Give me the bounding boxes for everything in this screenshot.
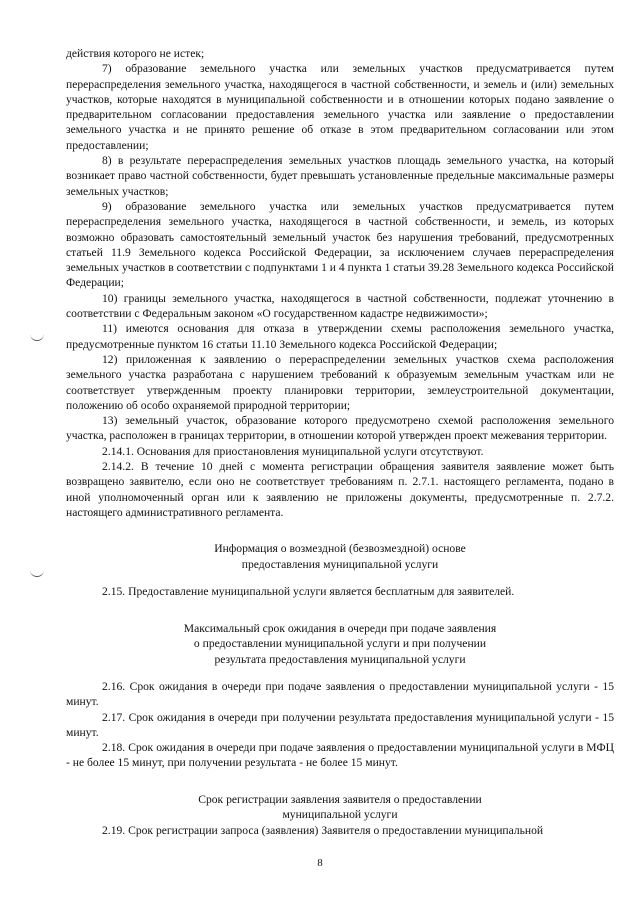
- paragraph-item-11: 11) имеются основания для отказа в утверждении схемы расположения земельного участка, предусмотренные пунктом 16 статьи 11.10 Земельного кодекса Российской Федерации;: [66, 322, 614, 351]
- binding-hole-mark: [30, 334, 44, 341]
- paragraph-item-13: 13) земельный участок, образование которого предусмотрено схемой расположения земельного участка, расположен в границах территории, в отношении которой утвержден проект межевания территории.: [66, 414, 614, 443]
- paragraph-item-10: 10) границы земельного участка, находящегося в частной собственности, подлежат уточнению в соответствии с Федеральным законом «О государственном кадастре недвижимости»;: [66, 291, 614, 321]
- heading-line: муниципальной услуги: [282, 808, 398, 822]
- paragraph-2-19: 2.19. Срок регистрации запроса (заявления) Заявителя о предоставлении муниципальной: [102, 823, 544, 837]
- section-heading-payment: [66, 541, 614, 572]
- page-number: 8: [317, 857, 323, 869]
- heading-line: о предоставлении муниципальной услуги и при получении: [193, 637, 487, 650]
- paragraph-2-18: 2.18. Срок ожидания в очереди при подаче заявления о предоставлении муниципальной услуги в МФЦ - не более 15 минут, при получении результата - не более 15 минут.: [66, 741, 614, 770]
- paragraph-2-16: 2.16. Срок ожидания в очереди при подаче заявления о предоставлении муниципальной услуги - 15 минут.: [66, 680, 614, 709]
- heading-line: Срок регистрации заявления заявителя о предоставлении: [198, 792, 482, 806]
- paragraph-2-14-1: 2.14.1. Основания для приостановления муниципальной услуги отсутствуют.: [102, 444, 484, 458]
- paragraph-item-8: 8) в результате перераспределения земельных участков площадь земельного участка, на который возникает право частной собственности, будет превышать установленные предельные максимальные размеры земельных участков;: [66, 154, 614, 198]
- section-heading-queue: [66, 621, 614, 668]
- paragraph-item-9: 9) образование земельного участка или земельных участков предусматривается путем перераспределения земельного участка, находящегося в частной собственности, и земель, из которых возможно образовать самостоятельный земельный участок без нарушения требований, предусмотренных статьей 11.9 Земельного кодекса Российской Федерации, за исключением случаев перераспределения земельных участков в соответствии с подпунктами 1 и 4 пункта 1 статьи 39.28 Земельного кодекса Российской Федерации;: [66, 199, 614, 290]
- section-heading-registration: [66, 792, 614, 823]
- paragraph-item-12: 12) приложенная к заявлению о перераспределении земельных участков схема расположения земельного участка разработана с нарушением требований к образуемым земельным участкам или не соответствует утвержденным проекту планировки территории, землеустроительной документации, положению об особо охраняемой природной территории;: [66, 352, 614, 412]
- heading-line: предоставления муниципальной услуги: [241, 557, 439, 571]
- paragraph-2-17: 2.17. Срок ожидания в очереди при получении результата предоставления муниципальной услуги - 15 минут.: [66, 710, 614, 739]
- binding-hole-mark: [30, 570, 44, 577]
- paragraph-2-14-2: 2.14.2. В течение 10 дней с момента регистрации обращения заявителя заявление может быть возвращено заявителю, если оно не соответствует требованиям п. 2.7.1. настоящего регламента, подано в иной уполномоченный орган или к заявлению не приложены документы, предусмотренные п. 2.7.2. настоящего административного регламента.: [66, 460, 614, 519]
- document-page: [66, 46, 614, 838]
- heading-line: Информация о возмездной (безвозмездной) основе: [214, 542, 466, 556]
- heading-line: Максимальный срок ожидания в очереди при подаче заявления: [183, 621, 497, 635]
- paragraph-item-7: 7) образование земельного участка или земельных участков предусматривается путем перераспределения земельного участка, находящегося в частной собственности, и земель и (или) земельных участков, которые находятся в муниципальной собственности и в отношении которых подано заявление о предварительном согласовании предоставления земельного участка или заявление о предоставлении земельного участка и не принято решение об отказе в этом предварительном согласовании или этом предоставлении;: [66, 62, 614, 152]
- paragraph-continuation: действия которого не истек;: [66, 47, 205, 60]
- paragraph-2-15: 2.15. Предоставление муниципальной услуги является бесплатным для заявителей.: [102, 585, 515, 599]
- heading-line: результата предоставления муниципальной услуги: [214, 652, 466, 666]
